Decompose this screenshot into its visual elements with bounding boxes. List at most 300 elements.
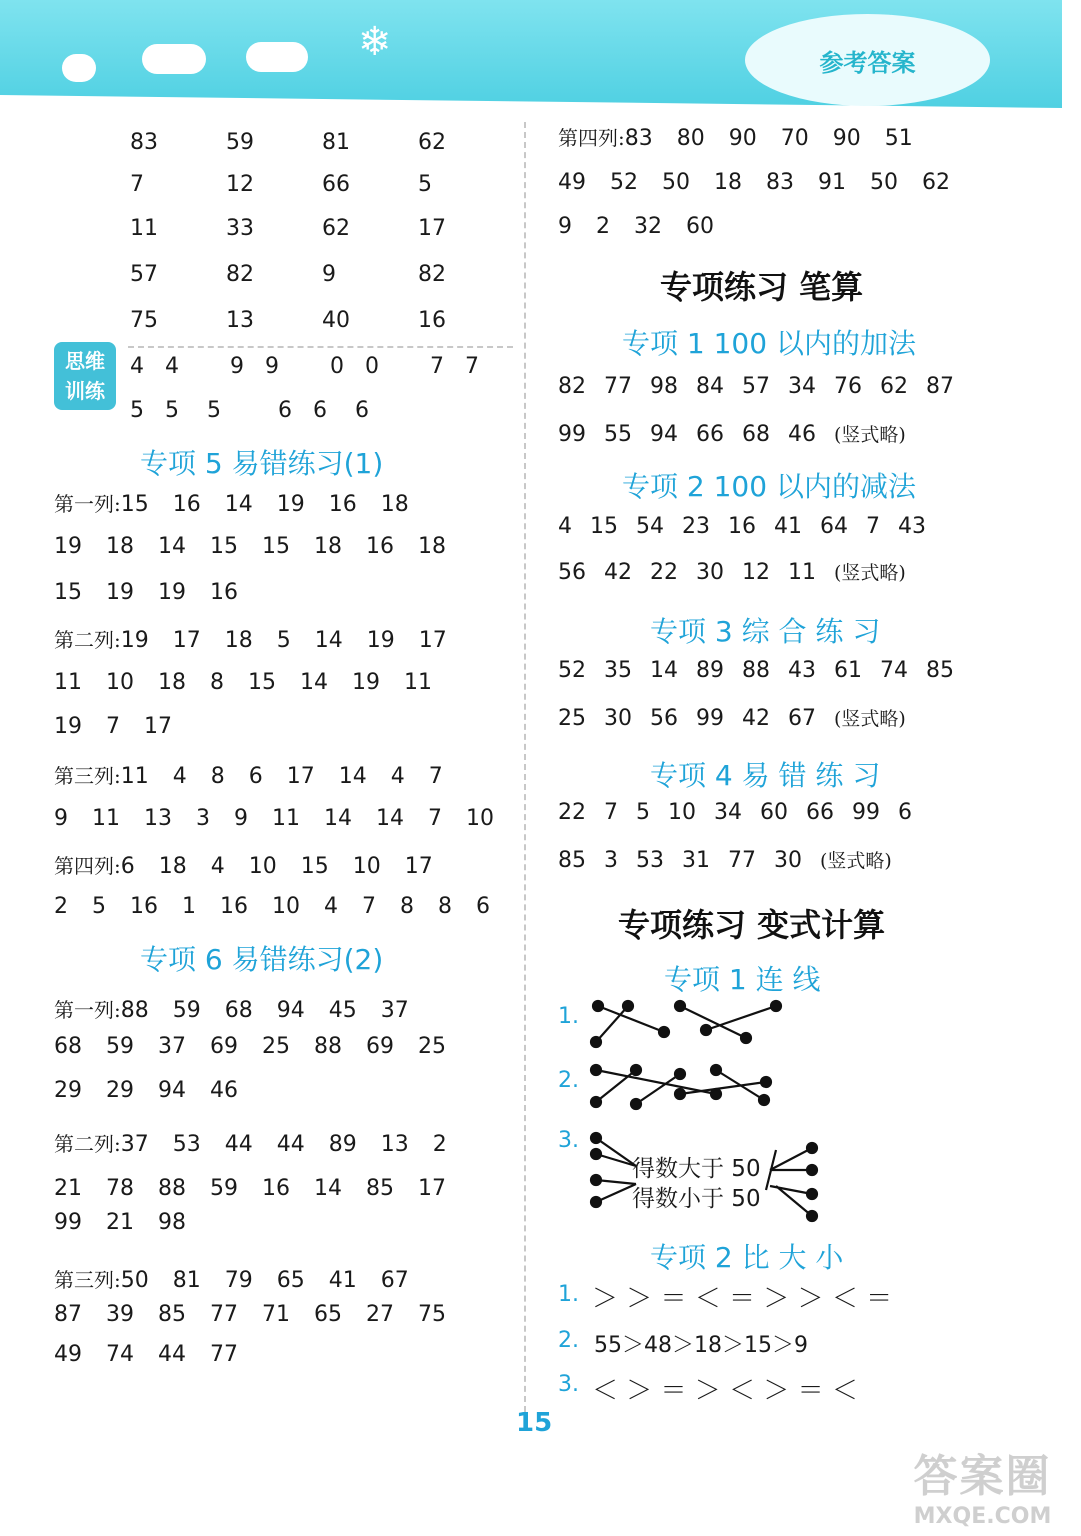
grid-cell: 57 [130,262,158,287]
snowflake-icon: ❄ [358,19,392,65]
answer-line [54,714,196,739]
answer-value: 94 [650,422,678,447]
answer-value: 16 [366,534,394,559]
grid-row [130,216,514,241]
column-label: 第四列: [54,854,121,878]
answer-value: 23 [682,514,710,539]
answer-value: 16 [328,492,357,517]
answer-value: 4 [390,764,405,789]
answer-value: 89 [696,658,724,683]
answer-value: 66 [806,800,834,825]
grid-cell: 33 [226,216,254,241]
item-number: 3. [558,1372,579,1397]
answer-value: 5 [92,894,106,919]
section-title-6: 专项 6 易错练习(2) [140,943,384,976]
answer-value: 9 [234,806,248,831]
answer-line [54,580,262,605]
answer-value: 15 [120,492,149,517]
answer-value: 7 [362,894,376,919]
answer-value: 65 [314,1302,342,1327]
answer-value: 17 [286,764,315,789]
answer-value: 7 [428,806,442,831]
grid-cell: 62 [322,216,350,241]
answer-value: 7 [106,714,120,739]
answer-value: 99 [852,800,880,825]
grid-cell: 12 [226,172,254,197]
think-row: 5 5 5 6 6 6 [130,398,369,423]
variant-2-title: 专项 2 比 大 小 [650,1241,844,1274]
answer-value: 74 [106,1342,134,1367]
answer-value: 14 [314,628,343,653]
answer-value: 18 [224,628,253,653]
answer-value: 37 [158,1034,186,1059]
answer-value: 77 [210,1302,238,1327]
answer-value: 75 [418,1302,446,1327]
grid-cell: 82 [226,262,254,287]
cloud-icon [62,54,96,82]
answer-line [54,1176,470,1201]
answer-line [54,534,470,559]
answer-value: 87 [54,1302,82,1327]
compare-answers: ＜ ＞ ＝ ＞ ＜ ＞ ＝ ＜ [592,1376,858,1406]
answer-value: 11 [92,806,120,831]
grid-row [130,262,514,287]
answer-value: 19 [366,628,395,653]
grid-cell: 40 [322,308,350,333]
answer-value: 46 [788,422,816,447]
variant-title: 专项练习 变式计算 [618,906,886,944]
answer-value: 84 [696,374,724,399]
answer-value: 18 [158,670,186,695]
column-label: 第一列: [54,492,121,516]
answer-value: 99 [696,706,724,731]
answer-value: 2 [432,1132,447,1157]
answer-value: 19 [54,534,82,559]
answer-value: 89 [328,1132,357,1157]
item-number: 1. [558,1004,579,1029]
answer-line [558,704,906,731]
answer-value: 25 [418,1034,446,1059]
grid-cell: 81 [322,130,350,155]
item-number: 3. [558,1128,579,1153]
answer-value: 68 [742,422,770,447]
answer-value: 81 [172,1268,201,1293]
answer-value: 17 [404,854,433,879]
answer-value: 14 [314,1176,342,1201]
answer-value: 87 [926,374,954,399]
answer-badge [745,14,990,106]
answer-value: 57 [742,374,770,399]
answer-value: 17 [418,628,447,653]
answer-value: 69 [210,1034,238,1059]
answer-value: 60 [686,214,714,239]
answer-value: 19 [54,714,82,739]
written-2-title: 专项 2 100 以内的减法 [622,470,916,503]
answer-line [558,514,944,539]
answer-value: 16 [262,1176,290,1201]
answer-value: 34 [788,374,816,399]
answer-value: 11 [120,764,149,789]
answer-value: 80 [676,126,705,151]
cloud-icon [246,42,308,72]
grid-cell: 5 [418,172,432,197]
answer-value: 77 [604,374,632,399]
answer-value: 16 [728,514,756,539]
answer-value: 77 [728,848,756,873]
grid-cell: 66 [322,172,350,197]
answer-line [558,420,906,447]
grid-cell: 7 [130,172,144,197]
answer-value: 46 [210,1078,238,1103]
answer-value: 59 [210,1176,238,1201]
answer-value: 78 [106,1176,134,1201]
note: (竖式略) [834,424,906,446]
answer-value: 41 [774,514,802,539]
answer-value: 59 [172,998,201,1023]
answer-value: 27 [366,1302,394,1327]
answer-line [54,488,433,517]
answer-value: 14 [650,658,678,683]
answer-value: 16 [220,894,248,919]
connect-label-above: 得数大于 50 [632,1156,761,1182]
answer-value: 52 [610,170,638,195]
answer-value: 25 [558,706,586,731]
answer-value: 88 [158,1176,186,1201]
answer-value: 14 [158,534,186,559]
answer-line [54,1034,470,1059]
answer-value: 99 [558,422,586,447]
answer-value: 29 [54,1078,82,1103]
answer-value: 4 [210,854,225,879]
answer-value: 10 [106,670,134,695]
answer-value: 32 [634,214,662,239]
answer-value: 69 [366,1034,394,1059]
answer-value: 34 [714,800,742,825]
answer-value: 19 [276,492,305,517]
answer-value: 10 [466,806,494,831]
answer-value: 6 [476,894,490,919]
answer-value: 6 [120,854,135,879]
answer-value: 14 [300,670,328,695]
answer-value: 44 [158,1342,186,1367]
grid-cell: 9 [322,262,336,287]
grid-cell: 11 [130,216,158,241]
answer-value: 22 [650,560,678,585]
answer-value: 77 [210,1342,238,1367]
answer-value: 5 [636,800,650,825]
compare-answers: 55＞48＞18＞15＞9 [594,1333,808,1358]
answer-value: 37 [380,998,409,1023]
note: (竖式略) [834,708,906,730]
answer-value: 56 [558,560,586,585]
answer-value: 15 [590,514,618,539]
answer-value: 68 [224,998,253,1023]
answer-value: 18 [714,170,742,195]
section-title-5: 专项 5 易错练习(1) [140,447,384,480]
item-number: 1. [558,1282,579,1307]
answer-line [558,658,972,683]
column-divider [524,122,526,1422]
answer-value: 29 [106,1078,134,1103]
answer-value: 7 [604,800,618,825]
answer-badge-label: 参考答案 [819,48,916,77]
answer-line [54,1302,470,1327]
column-label: 第四列: [558,126,625,150]
column-label: 第三列: [54,1268,121,1292]
answer-value: 31 [682,848,710,873]
answer-line [54,1342,262,1367]
answer-value: 3 [604,848,618,873]
answer-value: 9 [54,806,68,831]
answer-line [54,624,471,653]
answer-value: 94 [158,1078,186,1103]
answer-value: 49 [558,170,586,195]
answer-value: 50 [662,170,690,195]
answer-value: 17 [144,714,172,739]
answer-value: 17 [172,628,201,653]
grid-row [130,308,514,333]
watermark: 答案圈 MXQE.COM [913,1451,1052,1529]
answer-value: 43 [788,658,816,683]
answer-value: 14 [338,764,367,789]
answer-value: 3 [196,806,210,831]
think-training-badge [54,342,116,410]
answer-value: 10 [352,854,381,879]
grid-cell: 17 [418,216,446,241]
answer-value: 54 [636,514,664,539]
answer-value: 18 [380,492,409,517]
answer-value: 44 [276,1132,305,1157]
answer-line [558,170,974,195]
answer-value: 56 [650,706,678,731]
column-label: 第二列: [54,1132,121,1156]
answer-value: 10 [668,800,696,825]
answer-value: 21 [54,1176,82,1201]
column-label: 第一列: [54,998,121,1022]
grid-cell: 75 [130,308,158,333]
answer-value: 19 [106,580,134,605]
variant-1-title: 专项 1 连 线 [664,963,821,996]
answer-line [54,994,433,1023]
answer-value: 15 [262,534,290,559]
answer-value: 18 [158,854,187,879]
answer-value: 59 [106,1034,134,1059]
answer-value: 4 [324,894,338,919]
answer-value: 50 [870,170,898,195]
compare-answers: ＞ ＞ ＝ ＜ ＝ ＞ ＞ ＜ ＝ [592,1284,893,1314]
think-row: 4 4 9 9 0 0 7 7 [130,354,479,379]
answer-value: 68 [54,1034,82,1059]
answer-value: 55 [604,422,632,447]
written-1-title: 专项 1 100 以内的加法 [622,327,916,360]
answer-value: 71 [262,1302,290,1327]
answer-value: 30 [696,560,724,585]
answer-value: 11 [54,670,82,695]
answer-value: 8 [210,764,225,789]
answer-value: 52 [558,658,586,683]
connect-label-below: 得数小于 50 [632,1186,761,1212]
answer-value: 8 [400,894,414,919]
grid-cell: 13 [226,308,254,333]
answer-value: 18 [314,534,342,559]
answer-value: 62 [922,170,950,195]
answer-value: 88 [314,1034,342,1059]
answer-value: 8 [210,670,224,695]
answer-value: 16 [130,894,158,919]
answer-line [54,1128,471,1157]
answer-value: 64 [820,514,848,539]
answer-value: 7 [866,514,880,539]
answer-value: 16 [172,492,201,517]
answer-line [558,374,972,399]
answer-value: 4 [558,514,572,539]
answer-line [54,894,514,919]
answer-value: 39 [106,1302,134,1327]
answer-value: 49 [54,1342,82,1367]
answer-value: 19 [158,580,186,605]
answer-value: 99 [54,1210,82,1235]
page-number: 15 [516,1408,553,1438]
answer-value: 19 [352,670,380,695]
answer-line [54,670,456,695]
section-divider [128,346,513,348]
grid-cell: 83 [130,130,158,155]
answer-value: 14 [376,806,404,831]
answer-value: 42 [604,560,632,585]
answer-value: 15 [54,580,82,605]
answer-value: 25 [262,1034,290,1059]
answer-value: 6 [898,800,912,825]
answer-value: 70 [780,126,809,151]
grid-cell: 62 [418,130,446,155]
answer-value: 65 [276,1268,305,1293]
answer-value: 16 [210,580,238,605]
answer-value: 90 [832,126,861,151]
answer-value: 17 [418,1176,446,1201]
item-number: 2. [558,1068,579,1093]
answer-value: 67 [380,1268,409,1293]
answer-value: 11 [788,560,816,585]
answer-value: 85 [366,1176,394,1201]
grid-row [130,172,514,197]
answer-value: 19 [120,628,149,653]
answer-value: 76 [834,374,862,399]
written-3-title: 专项 3 综 合 练 习 [650,615,881,648]
answer-value: 85 [926,658,954,683]
answer-value: 85 [158,1302,186,1327]
answer-value: 21 [106,1210,134,1235]
answer-value: 18 [418,534,446,559]
think-label-1: 思维 [65,349,105,373]
note: (竖式略) [834,562,906,584]
answer-value: 53 [172,1132,201,1157]
grid-cell: 59 [226,130,254,155]
answer-value: 14 [324,806,352,831]
answer-value: 67 [788,706,816,731]
answer-value: 50 [120,1268,149,1293]
answer-value: 61 [834,658,862,683]
answer-value: 4 [172,764,187,789]
answer-value: 5 [276,628,291,653]
answer-value: 14 [224,492,253,517]
answer-value: 2 [596,214,610,239]
answer-value: 22 [558,800,586,825]
answer-value: 15 [248,670,276,695]
answer-value: 42 [742,706,770,731]
answer-value: 53 [636,848,664,873]
answer-value: 10 [248,854,277,879]
answer-value: 15 [210,534,238,559]
answer-line [558,846,892,873]
answer-value: 30 [774,848,802,873]
grid-cell: 82 [418,262,446,287]
grid-row [130,130,514,155]
answer-value: 98 [650,374,678,399]
answer-line [54,1264,433,1293]
answer-value: 6 [248,764,263,789]
item-number: 2. [558,1328,579,1353]
answer-value: 37 [120,1132,149,1157]
think-label-2: 训练 [65,379,105,403]
answer-line [54,760,467,789]
answer-value: 83 [766,170,794,195]
answer-line [54,1210,210,1235]
answer-value: 13 [380,1132,409,1157]
answer-value: 45 [328,998,357,1023]
answer-line [54,806,518,831]
answer-line [558,558,906,585]
answer-value: 13 [144,806,172,831]
answer-value: 8 [438,894,452,919]
answer-value: 82 [558,374,586,399]
answer-value: 98 [158,1210,186,1235]
answer-value: 15 [300,854,329,879]
answer-value: 90 [728,126,757,151]
answer-value: 79 [224,1268,253,1293]
answer-line [54,1078,262,1103]
column-label: 第二列: [54,628,121,652]
written-title: 专项练习 笔算 [660,268,864,306]
column-label: 第三列: [54,764,121,788]
answer-line [558,122,937,151]
answer-value: 51 [884,126,913,151]
answer-value: 10 [272,894,300,919]
answer-value: 66 [696,422,724,447]
answer-value: 30 [604,706,632,731]
answer-value: 94 [276,998,305,1023]
answer-value: 44 [224,1132,253,1157]
answer-value: 11 [404,670,432,695]
written-4-title: 专项 4 易 错 练 习 [650,759,881,792]
answer-value: 74 [880,658,908,683]
answer-value: 7 [428,764,443,789]
cloud-icon [142,44,206,74]
answer-value: 1 [182,894,196,919]
note: (竖式略) [820,850,892,872]
answer-line [558,800,930,825]
answer-value: 83 [624,126,653,151]
answer-value: 62 [880,374,908,399]
answer-value: 11 [272,806,300,831]
grid-cell: 16 [418,308,446,333]
answer-value: 91 [818,170,846,195]
answer-value: 35 [604,658,632,683]
answer-value: 12 [742,560,770,585]
answer-value: 41 [328,1268,357,1293]
answer-value: 2 [54,894,68,919]
answer-line [54,850,457,879]
answer-value: 88 [742,658,770,683]
